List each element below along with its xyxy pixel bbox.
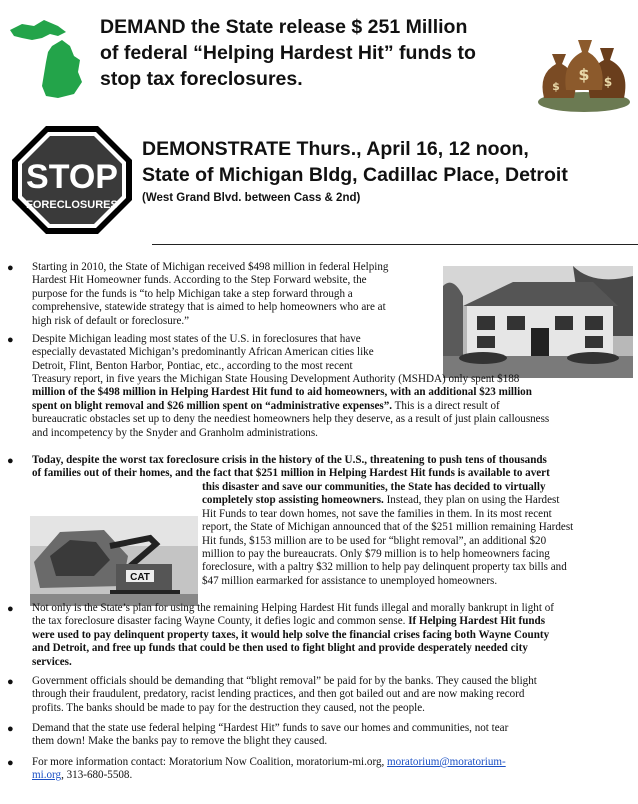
bullet-icon: ● — [7, 723, 14, 735]
bullet-4-bold-line: were used to pay delinquent property taxes, it would help solve the financial crises facing both Wayne County — [32, 628, 550, 641]
bullet-3-line: report, the State of Michigan announced that of the $251 million remaining Hardest — [202, 521, 574, 534]
contact-phone: , 313-680-5508. — [61, 769, 133, 782]
house-photo — [443, 266, 633, 378]
contact-line — [32, 769, 636, 782]
bullet-4-bold-line: services. — [32, 655, 72, 668]
bullet-2-line: especially devastated Michigan’s predominantly African American cities like — [32, 346, 374, 359]
bullet-5-line: profits. The banks should be made to pay for the destruction they caused, not the people. — [32, 701, 425, 714]
headline-line-3: stop tax foreclosures. — [100, 68, 303, 90]
bullet-7 — [32, 756, 636, 783]
bullet-2-line: bureaucratic obstacles set up to deny the neediest homeowners help they deserve, as a result of just plain callousness — [32, 413, 550, 426]
bullet-2-line: and incompetency by the Snyder and Granholm administrations. — [32, 426, 318, 439]
bullet-2-text: Treasury report, in five years the Michigan State Housing Development Authority (MSHDA) only spent $188 — [32, 373, 520, 385]
demonstration-details — [142, 136, 638, 188]
bullet-2-line: Detroit, Flint, Benton Harbor, Pontiac, etc., according to the most recent — [32, 359, 353, 372]
bullet-4-bold-text: If Helping Hardest Hit funds — [408, 615, 546, 628]
bullet-4-text: the tax foreclosure disaster facing Wayne County, it defies logic and common sense. — [32, 615, 409, 628]
demonstrate-line-1: DEMONSTRATE Thurs., April 16, 12 noon, — [142, 138, 529, 160]
cat-logo: CAT — [130, 572, 150, 583]
headline-line-1: DEMAND the State release $ 251 Million — [100, 16, 468, 38]
bullet-4-line: Not only is the State’s plan for using the remaining Helping Hardest Hit funds illegal and morally bankrupt in light of — [32, 602, 554, 614]
bullet-3-line: $47 million earmarked for assistance to unemployed homeowners. — [202, 574, 498, 587]
bullet-icon: ● — [7, 603, 14, 615]
bullet-2-bold-text: spent on blight removal and $26 million spent on “administrative expenses”. — [32, 399, 393, 412]
bullet-1-line: Starting in 2010, the State of Michigan received $498 million in federal Helping — [32, 261, 389, 273]
bullet-3-text: Instead, they plan on using the Hardest — [383, 494, 560, 507]
demolition-photo — [30, 516, 198, 606]
bullet-1-line: Hardest Hit Homeowner funds. According to the Step Forward website, the — [32, 274, 367, 287]
bullet-icon: ● — [7, 757, 14, 769]
bullet-3-line: Hit funds, $153 million are to be used for “blight removal”, an additional $20 — [202, 534, 547, 547]
money-bags-icon — [534, 18, 634, 116]
michigan-map-icon — [8, 16, 94, 100]
bullet-icon: ● — [7, 455, 14, 467]
demonstrate-location-note: (West Grand Blvd. between Cass & 2nd) — [142, 192, 361, 204]
contact-text: For more information contact: Moratorium Now Coalition, moratorium-mi.org, — [32, 756, 388, 768]
email-link[interactable]: moratorium@moratorium- — [387, 756, 506, 768]
bullet-1 — [32, 261, 442, 328]
bullet-1-line: comprehensive, statewide strategy that is aimed to help homeowners who are at — [32, 301, 386, 314]
bullet-3-bold-line: this disaster and save our communities, the State has decided to virtually — [202, 481, 546, 493]
bullet-3-line: Hit Funds to tear down homes, not save the families in them. In its most recent — [202, 507, 552, 520]
stop-sign-word: STOP — [26, 158, 118, 196]
svg-text:$: $ — [552, 80, 560, 93]
bullet-3-bold-line: Today, despite the worst tax foreclosure crisis in the history of the U.S., threatening to push tens of thousands — [32, 454, 547, 466]
contact-line — [32, 756, 636, 769]
bullet-3-intro — [32, 454, 636, 481]
svg-text:$: $ — [603, 75, 613, 89]
bullet-icon: ● — [7, 262, 14, 274]
bullet-4-bold-line: and Detroit, and free up funds that could be then used to fight blight and provide desperately needed city — [32, 642, 528, 655]
bullet-2-text: This is a direct result of — [392, 399, 500, 412]
demonstrate-line-2: State of Michigan Bldg, Cadillac Place, Detroit — [142, 164, 568, 186]
email-link-continued[interactable]: mi.org — [32, 769, 62, 782]
bullet-2-line — [32, 373, 636, 386]
bullet-4-line — [32, 615, 636, 628]
bullet-5-line: through their fraudulent, predatory, racist lending practices, and then got bailed out and are now making record — [32, 688, 525, 701]
bullet-2-intro — [32, 333, 442, 373]
bullet-5-line: Government officials should be demanding that “blight removal” be paid for by the banks. They caused the blight — [32, 675, 537, 687]
headline-line-2: of federal “Helping Hardest Hit” funds to — [100, 42, 476, 64]
svg-text:$: $ — [578, 65, 590, 84]
bullet-2-line — [32, 400, 636, 413]
stop-sign-subword: FORECLOSURES — [26, 199, 118, 211]
bullet-5 — [32, 675, 636, 715]
bullet-2-bold-line: million of the $498 million in Helping Hardest Hit fund to aid homeowners, with an additional $23 million — [32, 386, 532, 399]
stop-foreclosures-sign — [10, 124, 134, 236]
bullet-2-body — [32, 373, 636, 440]
bullet-6-line: Demand that the state use federal helping “Hardest Hit” funds to save our homes and communities, not tear — [32, 722, 509, 734]
bullet-6-line: them down! Make the banks pay to remove the blight they caused. — [32, 735, 328, 748]
bullet-1-line: high risk of default or foreclosure.” — [32, 314, 190, 327]
bullet-4 — [32, 602, 636, 669]
bullet-6 — [32, 722, 636, 749]
bullet-3-bold-text: completely stop assisting homeowners. — [202, 494, 384, 507]
bullet-3-line: foreclosure, with a paltry $32 million to help pay delinquent property tax bills and — [202, 561, 567, 574]
divider — [152, 244, 638, 245]
bullet-3-line — [202, 494, 636, 507]
bullet-3-body — [202, 481, 636, 588]
bullet-3-line: million to pay the bureaucrats. Only $79 million is to help homeowners facing — [202, 548, 550, 561]
bullet-icon: ● — [7, 334, 14, 346]
bullet-icon: ● — [7, 676, 14, 688]
bullet-3-bold-line: of families out of their homes, and the fact that $251 million in Helping Hardest Hit funds is available to avert — [32, 467, 550, 480]
bullet-1-line: purpose for the funds is “to help Michigan take a step forward through a — [32, 287, 353, 300]
headline — [100, 14, 540, 92]
bullet-2-line: Despite Michigan leading most states of the U.S. in foreclosures that have — [32, 333, 361, 345]
